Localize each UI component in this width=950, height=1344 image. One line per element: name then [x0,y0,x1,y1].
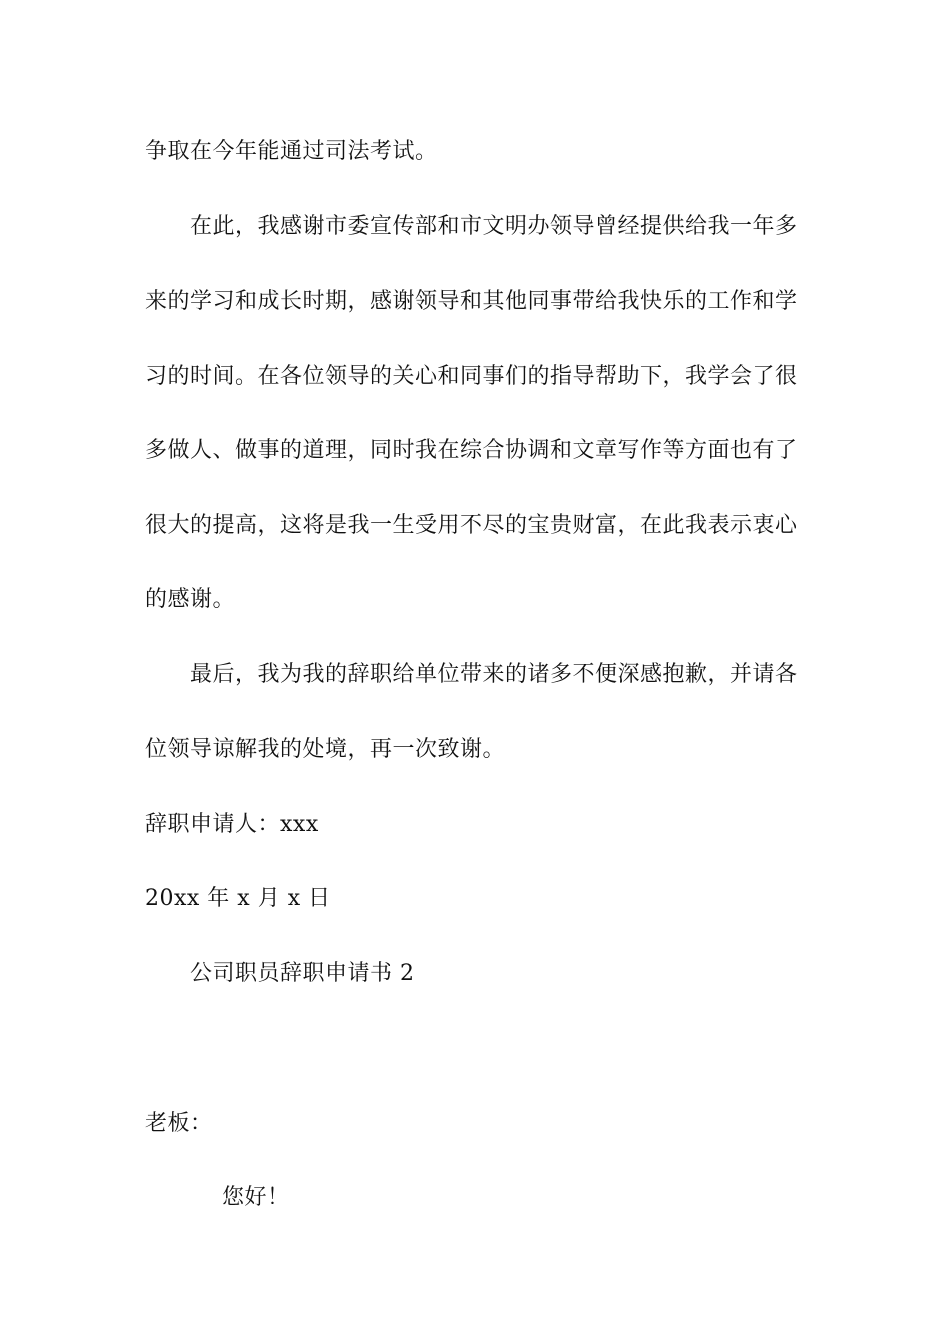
applicant-line: 辞职申请人：xxx [145,812,319,837]
salutation: 老板： [145,1111,213,1136]
paragraph-line: 来的学习和成长时期，感谢领导和其他同事带给我快乐的工作和学 [145,289,798,314]
date-line: 20xx 年 x 月 x 日 [145,886,331,911]
paragraph-line: 很大的提高，这将是我一生受用不尽的宝贵财富，在此我表示衷心 [145,513,798,538]
paragraph-line: 争取在今年能通过司法考试。 [145,139,438,164]
paragraph-line: 位领导谅解我的处境，再一次致谢。 [145,737,506,762]
paragraph-line: 最后，我为我的辞职给单位带来的诸多不便深感抱歉，并请各 [190,662,798,687]
paragraph-line: 在此，我感谢市委宣传部和市文明办领导曾经提供给我一年多 [190,214,798,239]
section-title: 公司职员辞职申请书 2 [190,961,415,986]
paragraph-line: 习的时间。在各位领导的关心和同事们的指导帮助下，我学会了很 [145,364,798,389]
paragraph-line: 多做人、做事的道理，同时我在综合协调和文章写作等方面也有了 [145,438,798,463]
paragraph-line: 的感谢。 [145,587,236,612]
greeting: 您好！ [222,1185,290,1210]
